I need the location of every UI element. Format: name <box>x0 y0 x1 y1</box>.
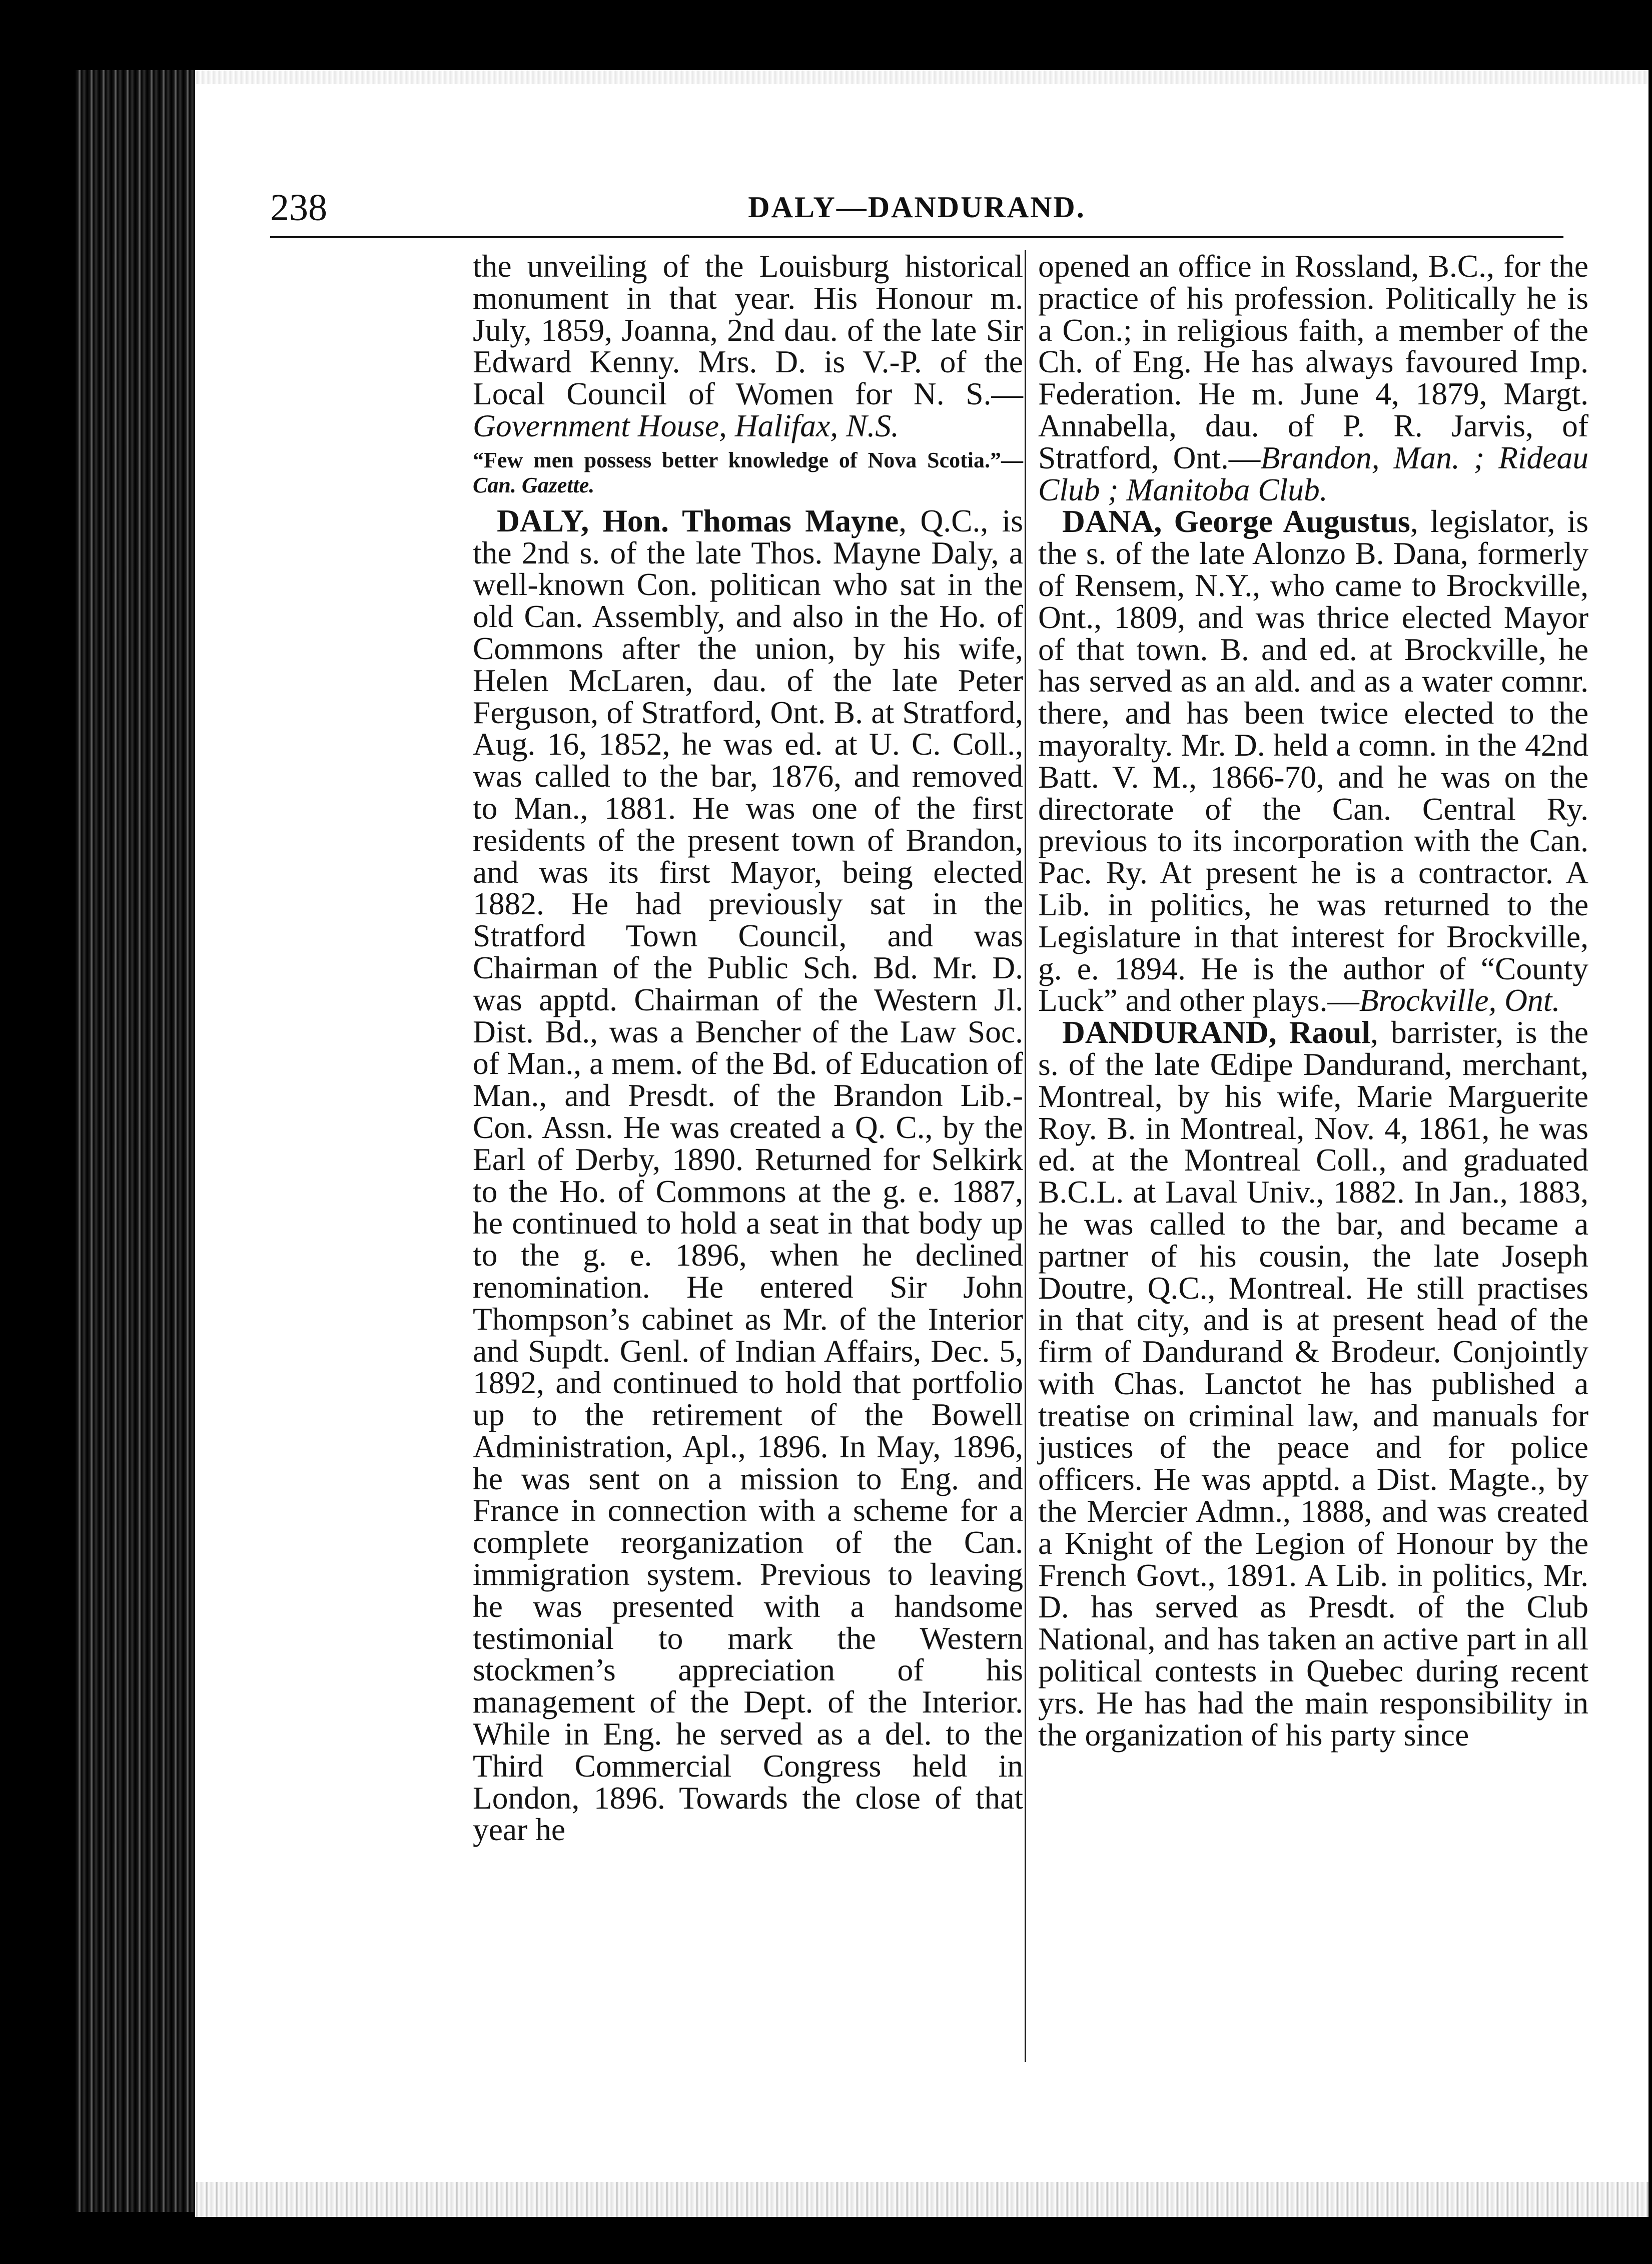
column-divider <box>1025 250 1026 2062</box>
press-quote <box>473 448 1023 498</box>
entry-address: Brockville, Ont. <box>1359 982 1560 1018</box>
entry-address: Brandon, Man. ; Rideau Club ; Manitoba Club. <box>1038 439 1588 507</box>
left-column <box>473 250 1023 1846</box>
page-header <box>270 181 1563 238</box>
entry-text: , Q.C., is the 2nd s. of the late Thos. Mayne Daly, a well-known Con. politican who sat in the old Can. Assembly, and also in the Ho. of Commons after the union, by his wife, Helen McLaren, dau. of the late Peter Ferguson, of Stratford, Ont. B. at Stratford, Aug. 16, 1852, he was ed. at U. C. Coll., was called to the bar, 1876, and removed to Man., 1881. He was one of the first residents of the present town of Brandon, and was its first Mayor, being elected 1882. He had previously sat in the Stratford Town Council, and was Chairman of the Public Sch. Bd. Mr. D. was apptd. Chairman of the Western Jl. Dist. Bd., was a Bencher of the Law Soc. of Man., a mem. of the Bd. of Education of Man., and Presdt. of the Brandon Lib.-Con. Assn. He was created a Q. C., by the Earl of Derby, 1890. Returned for Selkirk to the Ho. of Commons at the g. e. 1887, he continued to hold a seat in that body up to the g. e. 1896, when he declined renomination. He entered Sir John Thompson’s cabinet as Mr. of the Interior and Supdt. Genl. of Indian Affairs, Dec. 5, 1892, and continued to hold that portfolio up to the retirement of the Bowell Administration, Apl., 1896. In May, 1896, he was sent on a mission to Eng. and France in connection with a scheme for a complete reorganization of the Can. immigration system. Previous to leaving he was presented with a handsome testimonial to mark the Western stockmen’s appreciation of his management of the Dept. of the Interior. While in Eng. he served as a del. to the Third Commercial Congress held in London, 1896. Towards the close of that year he <box>473 502 1023 1848</box>
entry-name: DALY, Hon. Thomas Mayne <box>497 502 899 538</box>
continued-entry-text: opened an office in Rossland, B.C., for the practice of his profession. Politically he is a Con.; in religious faith, a member of the Ch. of Eng. He has always favoured Imp. Federation. He m. June 4, 1879, Margt. Annabella, dau. of P. R. Jarvis, of Stratford, Ont.— <box>1038 248 1588 475</box>
biography-entry-dandurand <box>1038 1016 1588 1751</box>
entry-text: , legislator, is the s. of the late Alonzo B. Dana, formerly of Rensem, N.Y., who came to Brockville, Ont., 1809, and was thrice elected Mayor of that town. B. and ed. at Brockville, he has served as an ald. and as a water comnr. there, and has been twice elected to the mayoralty. Mr. D. held a comn. in the 42nd Batt. V. M., 1866-70, and he was on the directorate of the Can. Central Ry. previous to its incorporation with the Can. Pac. Ry. At present he is a contractor. A Lib. in politics, he was returned to the Legislature in that interest for Brockville, g. e. 1894. He is the author of “County Luck” and other plays.— <box>1038 503 1589 1018</box>
biography-entry-dana <box>1038 505 1588 1016</box>
right-column <box>1038 250 1588 1751</box>
page-top-edge <box>195 70 1648 84</box>
quote-text: “Few men possess better knowledge of Nova Scotia.”— <box>473 447 1023 472</box>
biography-entry-daly <box>473 502 1023 1848</box>
continued-entry-text: the unveiling of the Louisburg historical monument in that year. His Honour m. July, 1859, Joanna, 2nd dau. of the late Sir Edward Kenny. Mrs. D. is V.-P. of the Local Council of Women for N. S.— <box>473 248 1023 412</box>
entry-name: DANDURAND, Raoul <box>1062 1014 1371 1050</box>
entry-address: Government House, Halifax, N.S. <box>473 407 899 443</box>
page-number: 238 <box>270 187 327 229</box>
quote-source: Can. Gazette. <box>473 472 595 497</box>
continued-entry <box>1038 250 1588 505</box>
running-head: DALY—DANDURAND. <box>748 191 1086 224</box>
entry-name: DANA, George Augustus <box>1062 503 1410 539</box>
page-bottom-edge <box>195 2182 1648 2217</box>
entry-text: , barrister, is the s. of the late Œdipe Dandurand, merchant, Montreal, by his wife, Marie Marguerite Roy. B. in Montreal, Nov. 4, 1861, he was ed. at the Montreal Coll., and graduated B.C.L. at Laval Univ., 1882. In Jan., 1883, he was called to the bar, and became a partner of his cousin, the late Joseph Doutre, Q.C., Montreal. He still practises in that city, and is at present head of the firm of Dandurand & Brodeur. Conjointly with Chas. Lanctot he has published a treatise on criminal law, and manuals for justices of the peace and for police officers. He was apptd. a Dist. Magte., by the Mercier Admn., 1888, and was created a Knight of the Legion of Honour by the French Govt., 1891. A Lib. in politics, Mr. D. has served as Presdt. of the Club National, and has taken an active part in all political contests in Quebec during recent yrs. He has had the main responsibility in the organization of his party since <box>1038 1014 1588 1753</box>
continued-entry <box>473 250 1023 442</box>
